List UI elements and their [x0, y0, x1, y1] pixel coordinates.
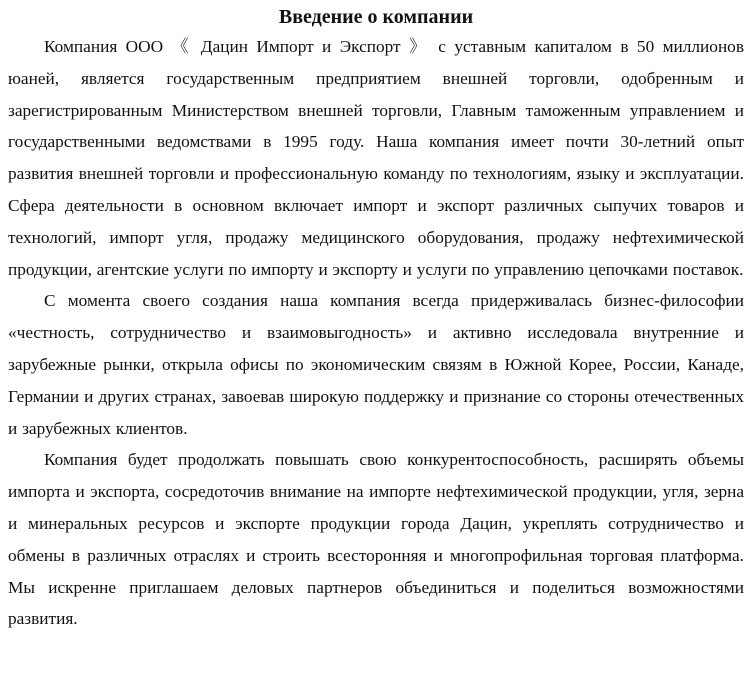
- document-title: Введение о компании: [278, 6, 474, 28]
- paragraph-future-plans: Компания будет продолжать повышать свою конкурентоспособность, расширять объемы импорта и экспорта, сосредоточив внимание на импорте нефтехимической продукции, угля, зерна и минеральных ресурсов и экспорте продукции города Дацин, укреплять сотрудничество и обмены в различных отраслях и строить всесторонняя и многопрофильная торговая платформа. Мы искренне приглашаем деловых партнеров объединиться и поделиться возможностями развития.: [8, 450, 744, 629]
- document-page: [8, 0, 744, 635]
- paragraph-business-philosophy: С момента своего создания наша компания всегда придерживалась бизнес-философии «честность, сотрудничество и взаимовыгодность» и активно исследовала внутренние и зарубежные рынки, открыла офисы по экономическим связям в Южной Корее, России, Канаде, Германии и других странах, завоевав широкую поддержку и признание со стороны отечественных и зарубежных клиентов.: [8, 291, 744, 438]
- paragraph-company-overview: Компания ООО 《 Дацин Импорт и Экспорт 》 с уставным капиталом в 50 миллионов юаней, является государственным предприятием внешней торговли, одобренным и зарегистрированным Министерством внешней торговли, Главным таможенным управлением и государственными ведомствами в 1995 году. Наша компания имеет почти 30-летний опыт развития внешней торговли и профессиональную команду по технологиям, языку и эксплуатации. Сфера деятельности в основном включает импорт и экспорт различных сыпучих товаров и технологий, импорт угля, продажу медицинского оборудования, продажу нефтехимической продукции, агентские услуги по импорту и экспорту и услуги по управлению цепочками поставок.: [8, 37, 744, 279]
